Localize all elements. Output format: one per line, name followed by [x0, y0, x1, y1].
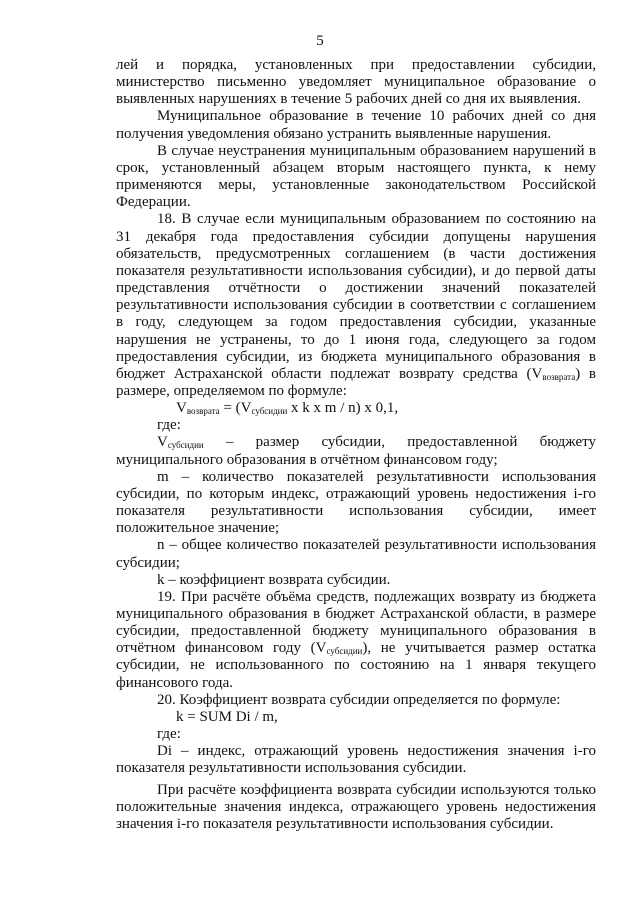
formula-refund-part-b: = (V	[219, 400, 252, 417]
definition-v-subsidy	[116, 434, 596, 468]
formula-refund-sub-1: возврата	[186, 406, 220, 417]
paragraph-19-subscript: субсидии	[326, 646, 363, 657]
paragraph-18-end: ) в размере, определяемом по формуле:	[116, 365, 597, 399]
where-label-2: где:	[157, 726, 181, 743]
definition-k: k – коэффициент возврата субсидии.	[157, 571, 391, 588]
page-number: 5	[316, 33, 324, 49]
paragraph-non-elimination: В случае неустранения муниципальным образованием нарушений в срок, установленный абзацем вторым настоящего пункта, к нему применяются меры, установленные законодательством Российской Федерации.	[116, 142, 596, 211]
definition-v-subscript: субсидии	[167, 440, 204, 451]
where-label-1: где:	[157, 417, 181, 434]
paragraph-notification: лей и порядка, установленных при предоставлении субсидии, министерство письменно уведомляет муниципальное образование о выявленных нарушениях в течение 5 рабочих дней со дня их выявления.	[116, 57, 596, 108]
definition-di: Di – индекс, отражающий уровень недостижения значения i-го показателя результативности использования субсидии.	[116, 743, 596, 777]
formula-refund-part-c: x k x m / n) x 0,1,	[287, 400, 399, 417]
definition-v-symbol: V	[157, 434, 168, 451]
paragraph-18-text: 18. В случае если муниципальным образованием по состоянию на 31 декабря года предоставления субсидии допущены нарушения обязательств, предусмотренных соглашением (в части достижения показателя результативности использования субсидии), и до первой даты представления отчётности о достижении значений показателей результативности использования субсидии в соответствии с соглашением в году, следующем за годом предоставления субсидии, указанные нарушения не устранены, то до 1 июня года, следующего за годом предоставления субсидии, из бюджета муниципального образования в бюджет Астраханской области подлежат возврату средства (V	[116, 211, 596, 382]
paragraph-20: 20. Коэффициент возврата субсидии определяется по формуле:	[157, 691, 561, 708]
formula-coefficient: k = SUM Di / m,	[176, 708, 278, 725]
formula-refund	[116, 400, 596, 417]
definition-v-text: – размер субсидии, предоставленной бюджету муниципального образования в отчётном финансовом году;	[116, 434, 596, 468]
paragraph-19-end: ), не учитывается размер остатка субсидии, не использованного по состоянию на 1 января текущего финансового года.	[116, 640, 596, 691]
paragraph-19-text: 19. При расчёте объёма средств, подлежащих возврату из бюджета муниципального образования в бюджет Астраханской области, в размере субсидии, предоставленной бюджету муниципального образования в отчётном финансовом году (V	[116, 588, 596, 657]
document-body	[116, 57, 596, 833]
paragraph-positive-values: При расчёте коэффициента возврата субсидии используются только положительные значения индекса, отражающего уровень недостижения значения i-го показателя результативности использования субсидии.	[116, 781, 596, 832]
formula-refund-part-a: V	[176, 400, 187, 417]
paragraph-18-subscript: возврата	[542, 371, 576, 382]
paragraph-elimination-deadline: Муниципальное образование в течение 10 рабочих дней со дня получения уведомления обязано устранить выявленные нарушения.	[116, 108, 596, 142]
paragraph-19	[116, 589, 596, 692]
formula-refund-sub-2: субсидии	[251, 406, 288, 417]
definition-n: n – общее количество показателей результативности использования субсидии;	[116, 537, 596, 571]
paragraph-18	[116, 211, 596, 400]
definition-m: m – количество показателей результативности использования субсидии, по которым индекс, отражающий уровень недостижения i-го показателя результативности использования субсидии, имеет положительное значение;	[116, 468, 596, 537]
